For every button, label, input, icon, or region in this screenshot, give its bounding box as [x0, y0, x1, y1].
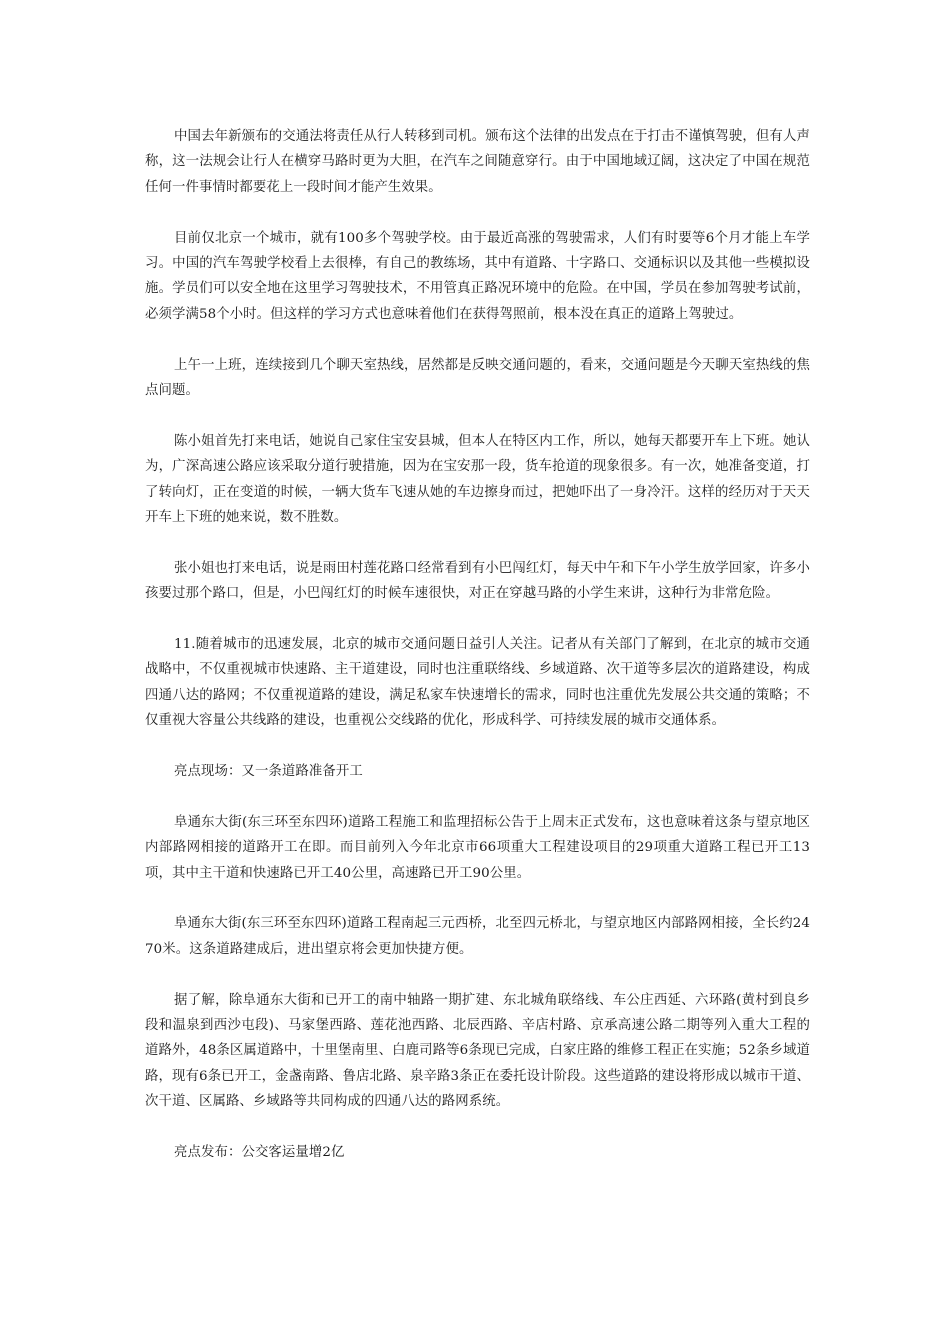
paragraph-road-projects: 据了解，除阜通东大街和已开工的南中轴路一期扩建、东北城角联络线、车公庄西延、六环路(黄村到良乡段和温泉到西沙屯段)、马家堡西路、莲花池西路、北辰西路、辛店村路、京承高速公路二期等列入重大工程的道路外，48条区属道路中，十里堡南里、白鹿司路等6条现已完成，白家庄路的维修工程正在实施；52条乡域道路，现有6条已开工，金盏南路、鲁店北路、泉辛路3条正在委托设计阶段。这些道路的建设将形成以城市干道、次干道、区属路、乡域路等共同构成的四通八达的路网系统。: [145, 992, 810, 1110]
paragraph-ms-chen-call: 陈小姐首先打来电话，她说自己家住宝安县城，但本人在特区内工作，所以，她每天都要开车上下班。她认为，广深高速公路应该采取分道行驶措施，因为在宝安那一段，货车抢道的现象很多。有一次，她准备变道，打了转向灯，正在变道的时候，一辆大货车飞速从她的车边擦身而过，把她吓出了一身冷汗。这样的经历对于天天开车上下班的她来说，数不胜数。: [145, 433, 810, 526]
paragraph-beijing-traffic: 11.随着城市的迅速发展，北京的城市交通问题日益引人关注。记者从有关部门了解到，在北京的城市交通战略中，不仅重视城市快速路、主干道建设，同时也注重联络线、乡域道路、次干道等多层次的道路建设，构成四通八达的路网；不仅重视道路的建设，满足私家车快速增长的需求，同时也注重优先发展公共交通的策略；不仅重视大容量公共线路的建设，也重视公交线路的优化，形成科学、可持续发展的城市交通体系。: [145, 637, 810, 729]
paragraph-ms-zhang-call: 张小姐也打来电话，说是雨田村莲花路口经常看到有小巴闯红灯，每天中午和下午小学生放学回家，许多小孩要过那个路口，但是，小巴闯红灯的时候车速很快，对正在穿越马路的小学生来讲，这种行为非常危险。: [145, 560, 810, 602]
paragraph-driving-schools: 目前仅北京一个城市，就有100多个驾驶学校。由于最近高涨的驾驶需求，人们有时要等6个月才能上车学习。中国的汽车驾驶学校看上去很棒，有自己的教练场，其中有道路、十字路口、交通标识以及其他一些模拟设施。学员们可以安全地在这里学习驾驶技术，不用管真正路况环境中的危险。在中国，学员在参加驾驶考试前，必须学满58个小时。但这样的学习方式也意味着他们在获得驾照前，根本没在真正的道路上驾驶过。: [145, 230, 810, 322]
document-body: [145, 124, 810, 1191]
paragraph-traffic-law: 中国去年新颁布的交通法将责任从行人转移到司机。颁布这个法律的出发点在于打击不谨慎驾驶，但有人声称，这一法规会让行人在横穿马路时更为大胆，在汽车之间随意穿行。由于中国地域辽阔，这决定了中国在规范任何一件事情时都要花上一段时间才能产生效果。: [145, 129, 810, 195]
paragraph-futong-tender: 阜通东大街(东三环至东四环)道路工程施工和监理招标公告于上周末正式发布，这也意味着这条与望京地区内部路网相接的道路开工在即。而目前列入今年北京市66项重大工程建设项目的29项重大道路工程已开工13项，其中主干道和快速路已开工40公里，高速路已开工90公里。: [145, 814, 810, 881]
paragraph-futong-route: 阜通东大街(东三环至东四环)道路工程南起三元西桥，北至四元桥北，与望京地区内部路网相接，全长约2470米。这条道路建成后，进出望京将会更加快捷方便。: [145, 916, 810, 957]
section-heading-new-road: 亮点现场：又一条道路准备开工: [174, 764, 363, 780]
paragraph-chatroom-hotline: 上午一上班，连续接到几个聊天室热线，居然都是反映交通问题的，看来，交通问题是今天聊天室热线的焦点问题。: [145, 357, 810, 399]
section-heading-bus-ridership: 亮点发布：公交客运量增2亿: [174, 1145, 345, 1161]
